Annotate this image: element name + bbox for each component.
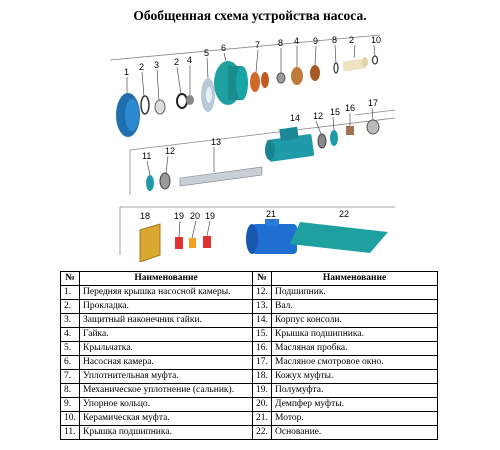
callout: 19 xyxy=(205,211,216,221)
cell: Упорное кольцо. xyxy=(80,398,253,412)
cell: Кожух муфты. xyxy=(272,370,438,384)
callout: 21 xyxy=(266,209,277,219)
header-name: Наименование xyxy=(80,272,253,286)
cell: Защитный наконечник гайки. xyxy=(80,314,253,328)
part-16-oil-plug xyxy=(346,126,354,135)
cell: Механическое уплотнение (сальник). xyxy=(80,384,253,398)
part-6-pump-chamber xyxy=(214,61,248,105)
table-row xyxy=(61,384,438,398)
part-13-shaft xyxy=(180,167,262,186)
cell: Корпус консоли. xyxy=(272,314,438,328)
callout: 4 xyxy=(187,55,193,65)
callout: 2 xyxy=(174,57,180,67)
cell: Масляная пробка. xyxy=(272,342,438,356)
page-title: Обобщенная схема устройства насоса. xyxy=(133,8,367,23)
part-8-mech-seal xyxy=(310,65,320,81)
part-3-nut-cap xyxy=(155,100,165,114)
part-2d-gasket xyxy=(373,56,378,64)
cell: 1. xyxy=(61,286,80,300)
cell: 22. xyxy=(253,426,272,440)
part-1-front-cover xyxy=(116,93,140,137)
callout: 6 xyxy=(221,43,227,53)
table-row xyxy=(61,314,438,328)
part-22-base xyxy=(290,222,388,253)
table-header-row xyxy=(61,272,438,286)
cell: 4. xyxy=(61,328,80,342)
cell: 19. xyxy=(253,384,272,398)
part-2b-gasket xyxy=(177,94,187,108)
callout: 13 xyxy=(211,137,222,147)
cell: Крыльчатка. xyxy=(80,342,253,356)
callout: 19 xyxy=(174,211,185,221)
callouts-row1 xyxy=(124,35,381,77)
callout: 22 xyxy=(339,209,350,219)
header-name: Наименование xyxy=(272,272,438,286)
pump-exploded-diagram xyxy=(0,26,500,262)
cell: Насосная камера. xyxy=(80,356,253,370)
callout: 16 xyxy=(345,103,356,113)
part-4b-nut xyxy=(277,73,285,83)
header-num: № xyxy=(253,272,272,286)
cell: 5. xyxy=(61,342,80,356)
callout: 8 xyxy=(332,35,338,45)
table-row xyxy=(61,356,438,370)
part-5-impeller xyxy=(201,78,215,112)
cell: Крышка подшипника. xyxy=(80,426,253,440)
cell: Уплотнительная муфта. xyxy=(80,370,253,384)
table-row xyxy=(61,370,438,384)
part-12b-bearing xyxy=(160,173,170,189)
callout: 14 xyxy=(290,113,301,123)
part-2c-gasket xyxy=(334,63,338,73)
table-row xyxy=(61,426,438,440)
part-19b-half-coupling xyxy=(203,236,211,248)
callout: 1 xyxy=(124,67,130,77)
cell: 15. xyxy=(253,328,272,342)
cell: Подшипник. xyxy=(272,286,438,300)
part-12a-bearing xyxy=(318,134,326,148)
cell: Масляное смотровое окно. xyxy=(272,356,438,370)
callout: 12 xyxy=(165,146,176,156)
cell: 7. xyxy=(61,370,80,384)
callout: 11 xyxy=(142,151,152,161)
callout: 20 xyxy=(190,211,201,221)
cell: 10. xyxy=(61,412,80,426)
callout: 18 xyxy=(140,211,151,221)
callout: 10 xyxy=(371,35,382,45)
callout: 15 xyxy=(330,107,341,117)
part-15a-bearing-cover xyxy=(330,130,338,146)
part-7-seal-sleeve xyxy=(250,72,269,92)
cell: Керамическая муфта. xyxy=(80,412,253,426)
cell: Основание. xyxy=(272,426,438,440)
parts-table xyxy=(60,271,438,440)
cell: 8. xyxy=(61,384,80,398)
table-row xyxy=(61,286,438,300)
callout: 7 xyxy=(255,40,261,50)
callout: 2 xyxy=(349,35,355,45)
table-row xyxy=(61,342,438,356)
part-10-ceramic-sleeve xyxy=(342,57,368,71)
cell: Гайка. xyxy=(80,328,253,342)
cell: 2. xyxy=(61,300,80,314)
part-17-oil-window xyxy=(367,120,379,134)
callout: 4 xyxy=(294,36,300,46)
callout: 2 xyxy=(139,62,145,72)
callout: 5 xyxy=(204,48,210,58)
table-row xyxy=(61,398,438,412)
cell: Мотор. xyxy=(272,412,438,426)
cell: Полумуфта. xyxy=(272,384,438,398)
part-11-bearing-cover xyxy=(146,175,154,191)
part-9-thrust-ring xyxy=(291,67,303,85)
part-21-motor xyxy=(246,219,297,254)
part-4-nut xyxy=(186,95,194,105)
cell: 6. xyxy=(61,356,80,370)
cell: 13. xyxy=(253,300,272,314)
cell: 12. xyxy=(253,286,272,300)
cell: 14. xyxy=(253,314,272,328)
table-row xyxy=(61,412,438,426)
part-20-damper xyxy=(189,238,196,248)
cell: 17. xyxy=(253,356,272,370)
part-19a-half-coupling xyxy=(175,237,183,249)
cell: 18. xyxy=(253,370,272,384)
cell: Передняя крышка насосной камеры. xyxy=(80,286,253,300)
cell: 9. xyxy=(61,398,80,412)
table-row xyxy=(61,328,438,342)
cell: Демпфер муфты. xyxy=(272,398,438,412)
cell: Прокладка. xyxy=(80,300,253,314)
part-14-bracket-housing xyxy=(265,127,314,162)
cell: 21. xyxy=(253,412,272,426)
table-row xyxy=(61,300,438,314)
callouts-row2 xyxy=(142,98,378,161)
callouts-row3 xyxy=(140,209,349,221)
cell: 11. xyxy=(61,426,80,440)
leader-lines xyxy=(127,45,375,238)
cell: Крышка подшипника. xyxy=(272,328,438,342)
part-18-coupling-guard xyxy=(140,224,160,262)
callout: 8 xyxy=(278,38,284,48)
callout: 17 xyxy=(368,98,379,108)
part-2-gasket xyxy=(141,96,149,114)
cell: 20. xyxy=(253,398,272,412)
cell: Вал. xyxy=(272,300,438,314)
cell: 3. xyxy=(61,314,80,328)
cell: 16. xyxy=(253,342,272,356)
callout: 12 xyxy=(313,111,324,121)
callout: 9 xyxy=(313,36,319,46)
callout: 3 xyxy=(154,60,160,70)
header-num: № xyxy=(61,272,80,286)
